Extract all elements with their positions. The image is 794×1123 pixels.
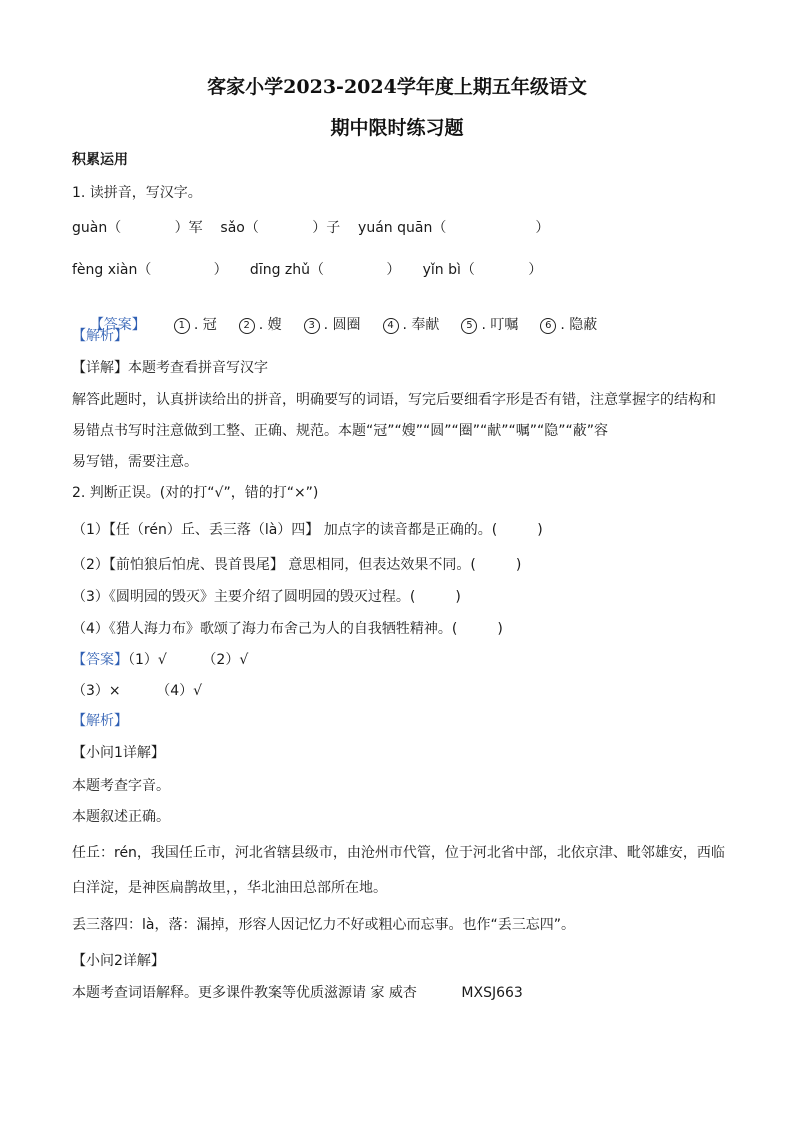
q1-analysis-tag: 【解析】 xyxy=(72,328,128,344)
q2-answer-row1 xyxy=(72,650,248,670)
q2-sub1-text: 本题考查字音。 xyxy=(72,778,170,794)
q1-pinyin-row2: fèng xiàn（ ） dīng zhǔ（ ） yǐn bì（ ） xyxy=(72,262,543,278)
q1-paragraph: 解答此题时，认真拼读给出的拼音，明确要写的词语，写完后要细看字形是否有错，注意掌握字的结构和 xyxy=(72,392,716,408)
q2-sub1-tag: 【小问1详解】 xyxy=(72,745,165,761)
q2-item: （4）《猎人海力布》歌颂了海力布舍己为人的自我牺牲精神。( ) xyxy=(72,621,503,637)
doc-title-line2: 期中限时练习题 xyxy=(330,117,464,139)
q1-stem: 1. 读拼音，写汉字。 xyxy=(72,185,202,201)
q1-answer-number: 1 xyxy=(174,318,190,334)
q2-sub1-text: 任丘：rén，我国任丘市，河北省辖县级市，由沧州市代管，位于河北省中部，北依京津、毗邻雄安，西临 xyxy=(72,845,725,861)
q2-item: （3）《圆明园的毁灭》主要介绍了圆明园的毁灭过程。( ) xyxy=(72,589,461,605)
q2-answer-line2: （3）× （4）√ xyxy=(72,683,203,699)
q1-answer-text: . 叮嘱 xyxy=(481,317,519,333)
q1-paragraph: 易写错，需要注意。 xyxy=(72,454,198,470)
section-heading: 积累运用 xyxy=(72,152,128,168)
q1-answer-text: . 冠 xyxy=(193,317,217,333)
q2-sub2-tag: 【小问2详解】 xyxy=(72,953,165,969)
q1-answer-text: . 圆圈 xyxy=(323,317,361,333)
q2-item: （1）【任（rén）丘、丢三落（là）四】 加点字的读音都是正确的。( ) xyxy=(72,522,543,538)
q2-sub2-text: 本题考查词语解释。更多课件教案等优质滋源请 家 威杏 MXSJ663 xyxy=(72,985,523,1001)
q2-item: （2）【前怕狼后怕虎、畏首畏尾】 意思相同，但表达效果不同。( ) xyxy=(72,557,522,573)
q1-pinyin-row1: guàn（ ）军 sǎo（ ）子 yuán quān（ ） xyxy=(72,220,550,236)
q1-answer-text: . 隐蔽 xyxy=(560,317,598,333)
q1-answer-tag: 【答案】 xyxy=(89,317,146,333)
q2-stem: 2. 判断正误。(对的打“√”，错的打“×”) xyxy=(72,485,319,501)
doc-title-line1: 客家小学2023-2024学年度上期五年级语文 xyxy=(207,76,587,98)
q2-sub1-text: 白洋淀，是神医扁鹊故里，，华北油田总部所在地。 xyxy=(72,880,387,896)
q1-answer-item xyxy=(174,315,217,335)
q2-answer-tag: 【答案】 xyxy=(72,652,128,668)
q1-answer-text: . 嫂 xyxy=(258,317,282,333)
q1-answer-number: 6 xyxy=(540,318,556,334)
q2-sub1-text: 本题叙述正确。 xyxy=(72,809,170,825)
q2-analysis-tag: 【解析】 xyxy=(72,713,128,729)
q1-answer-number: 5 xyxy=(461,318,477,334)
q1-answer-item xyxy=(540,315,597,335)
q1-answer-item xyxy=(239,315,282,335)
q1-answer-text: . 奉献 xyxy=(402,317,440,333)
q1-answer-number: 3 xyxy=(304,318,320,334)
q1-paragraph: 易错点书写时注意做到工整、正确、规范。本题“冠”“嫂”“圆”“圈”“献”“嘱”“隐”“蔽”容 xyxy=(72,423,609,439)
q1-answer-number: 2 xyxy=(239,318,255,334)
q1-answer-item xyxy=(383,315,440,335)
q2-answer-line1: （1）√ （2）√ xyxy=(128,652,249,668)
q2-sub1-text: 丢三落四：là，落：漏掉，形容人因记忆力不好或粗心而忘事。也作“丢三忘四”。 xyxy=(72,917,575,933)
q1-detail: 【详解】本题考查看拼音写汉字 xyxy=(72,360,268,376)
q1-answer-number: 4 xyxy=(383,318,399,334)
q1-answer-item xyxy=(461,315,518,335)
q1-answer-item xyxy=(304,315,361,335)
q1-answer-row xyxy=(72,295,619,355)
